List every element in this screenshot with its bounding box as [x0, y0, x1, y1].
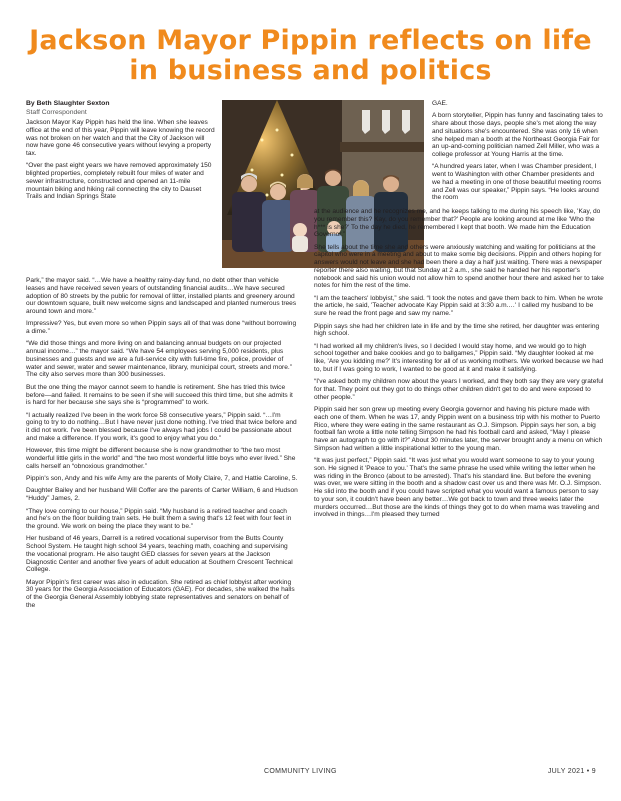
- footer-section: COMMUNITY LIVING: [264, 768, 337, 775]
- left-column: [26, 119, 216, 206]
- paragraph: “Over the past eight years we have removed approximately 150 blighted properties, completely rebuilt four miles of water and sewer infrastructure, constructed and opened an 11-mile mountain biking and hiking rail connecting the city to Dauset Trails and Indian Springs State: [26, 162, 212, 201]
- paragraph: GAE.: [432, 100, 448, 107]
- footer-page-number: JULY 2021 • 9: [547, 768, 596, 775]
- right-column: [314, 208, 604, 524]
- paragraph: at the audience and he recognizes me, and he keeps talking to me during his speech like, 'Kay, do you remember this? Kay, do you remember that?' People are looking around at me like 'Who the h*** is she?' To the day he died, he remembered I kept that booth. We made him the Education Governor.”: [314, 208, 601, 239]
- paragraph: “I actually realized I've been in the work force 58 consecutive years,” Pippin said. “…I'm going to try to do nothing…But I have never just done nothing. I've tried that twice before and it did not work. I've been blessed because I've always had jobs I could be passionate about and make a difference. If you work, it's good to enjoy what you do.”: [26, 411, 297, 442]
- page-footer: [26, 768, 596, 780]
- paragraph: Her husband of 46 years, Darrell is a retired vocational supervisor from the Butts County School System. He taught high school 34 years, teaching math, coaching and supervising the vocational program. He also taught GED classes for seven years at the Jackson Diagnostic Center and another five years of adult education at Southern Crescent Technical College.: [26, 535, 293, 574]
- paragraph: “They love coming to our house,” Pippin said. “My husband is a retired teacher and coach and he's on the floor building train sets. He built them a swing that's 12 feet with four feet in the ground. We work on being the place they want to be.”: [26, 507, 292, 530]
- byline: [26, 100, 216, 117]
- paragraph: A born storyteller, Pippin has funny and fascinating tales to share about those days, people she's met along the way and situations she's encountered. She was only 16 when she helped man a booth at the Northeast Georgia Fair for an up-and-coming politician named Zell Miller, who was a college professor at Young Harris at the time.: [432, 112, 603, 159]
- paragraph: “I've asked both my children now about the years I worked, and they both say they are very grateful for that. They point out they got to do things other children didn't get to do and were exposed to other people.”: [314, 378, 604, 401]
- byline-author: By Beth Slaughter Sexton: [26, 100, 110, 107]
- paragraph: Pippin said her son grew up meeting every Georgia governor and having his picture made with each one of them. When he was 17, andy Pippin went on a business trip with his mother to Puerto Rico, where they were eating in the same restaurant as O.J. Simpson. Pippin says her son, a big football fan wrote a little note telling Simpson he had his football card and asked, “May I please have an autograph to go with it?” About 30 minutes later, the server brought andy a menu on which Simpson had written a little inspirational letter to the young man.: [314, 406, 603, 452]
- paragraph: “I had worked all my children's lives, so I decided I would stay home, and we would go to high school together and bake cookies and go to ballgames,” Pippin said. “My daughter looked at me like, 'Are you kidding me?' It's interesting for all of us working mothers. We worked because we had to, but if I was going to work, I wanted to be good at it and make it satisfying.: [314, 342, 604, 373]
- paragraph: Pippin's son, Andy and his wife Amy are the parents of Molly Claire, 7, and Hattie Caroline, 5.: [26, 475, 298, 483]
- headline: Jackson Mayor Pippin reflects on life in business and politics: [29, 25, 592, 86]
- paragraph: “A hundred years later, when I was Chamber president, I went to Washington with other Chamber presidents and we had a meeting in one of those beautiful meeting rooms and Zell was our speaker,” Pippin says. “He looks around the room: [432, 163, 602, 202]
- paragraph: “We did those things and more living on and balancing annual budgets on our projected annual income…” the mayor said. “We have 54 employees serving 5,000 residents, plus businesses and guests and we are a full-service city with full-time fire, police, provider of water and sewer, water and sewer maintenance, library, municipal court, streets and more.” The city also serves more than 300 businesses.: [26, 340, 292, 379]
- paragraph: But the one thing the mayor cannot seem to handle is retirement. She has tried this twice before—and failed. It remains to be seen if she will succeed this third time, but she admits it is hard for her because she says she is “programmed” to work.: [26, 383, 293, 407]
- paragraph: However, this time might be different because she is now grandmother to “the two most wonderful little girls in the world” and “the two most wonderful little boys who ever lived.” She calls herself an “obnoxious grandmother.”: [26, 447, 296, 470]
- paragraph: Daughter Bailey and her husband Will Coffer are the parents of Carter William, 6 and Hudson “Huddy” James, 2.: [26, 487, 298, 503]
- byline-role: Staff Correspondent: [26, 108, 87, 116]
- right-top-column: [432, 100, 604, 207]
- paragraph: Impressive? Yes, but even more so when Pippin says all of that was done “without borrowing a dime.”: [26, 320, 297, 336]
- left-wide-column: [26, 277, 298, 614]
- paragraph: She tells about the time she and others were anxiously watching and waiting for politicians at the capitol who were in a meeting and about to make some big decisions. Pippin and others hoping for answers would not leave and she had been there a day a half just waiting. There was a newspaper reporter there also waiting, but that Sunday at 2 a.m., she said he handed her his reporter's notebook and said his union would not allow him to spend another hour there and asked her to take notes for him the rest of the time.: [314, 243, 604, 290]
- paragraph: Jackson Mayor Kay Pippin has held the line. When she leaves office at the end of this year, Pippin will leave knowing the record was not broken on her watch and that the City of Jackson will now have gone 46 consecutive years without levying a property tax.: [26, 119, 215, 157]
- paragraph: “It was just perfect,” Pippin said. “It was just what you would want someone to say to your young son. He signed it 'Peace to you.' That's the same phrase he used while writing the letter when he was riding in the Bronco (about to be arrested). That's his standard line. But before the evening was over, we were sitting in the booth and a shadow cast over us and there was Mr. O.J. Simpson. He slid into the booth and if you could have scripted what you would want a famous person to say to your son, it couldn't have been any better…We got back to town and three weeks later the murders occurred…But those are the kinds of things they got to do when mama was traveling and involved in things…I'm pleased they turned: [314, 457, 602, 519]
- paragraph: Park,” the mayor said. “…We have a healthy rainy-day fund, no debt other than vehicle leases and have received seven years of outstanding financial audits…We have secured adoption of 80 streets by the public for removal of litter, installed plants and greenery around our downtown square, built new welcome signs and landscaped and planted numerous trees around town and more.”: [26, 277, 297, 315]
- paragraph: “I am the teachers' lobbyist,” she said. “I took the notes and gave them back to him. When he wrote the article, he said, 'Teacher advocate Kay Pippin said at 3:30 a.m.…' I called my husband to be sure he read the front page and saw my name.”: [314, 294, 603, 318]
- paragraph: Pippin says she had her children late in life and by the time she retired, her daughter was entering high school.: [314, 322, 600, 338]
- paragraph: Mayor Pippin's first career was also in education. She retired as chief lobbyist after working 30 years for the Georgia Association of Educators (GAE). For decades, she walked the halls of the Georgia General Assembly lobbying state representatives and senators on behalf of the: [26, 578, 295, 609]
